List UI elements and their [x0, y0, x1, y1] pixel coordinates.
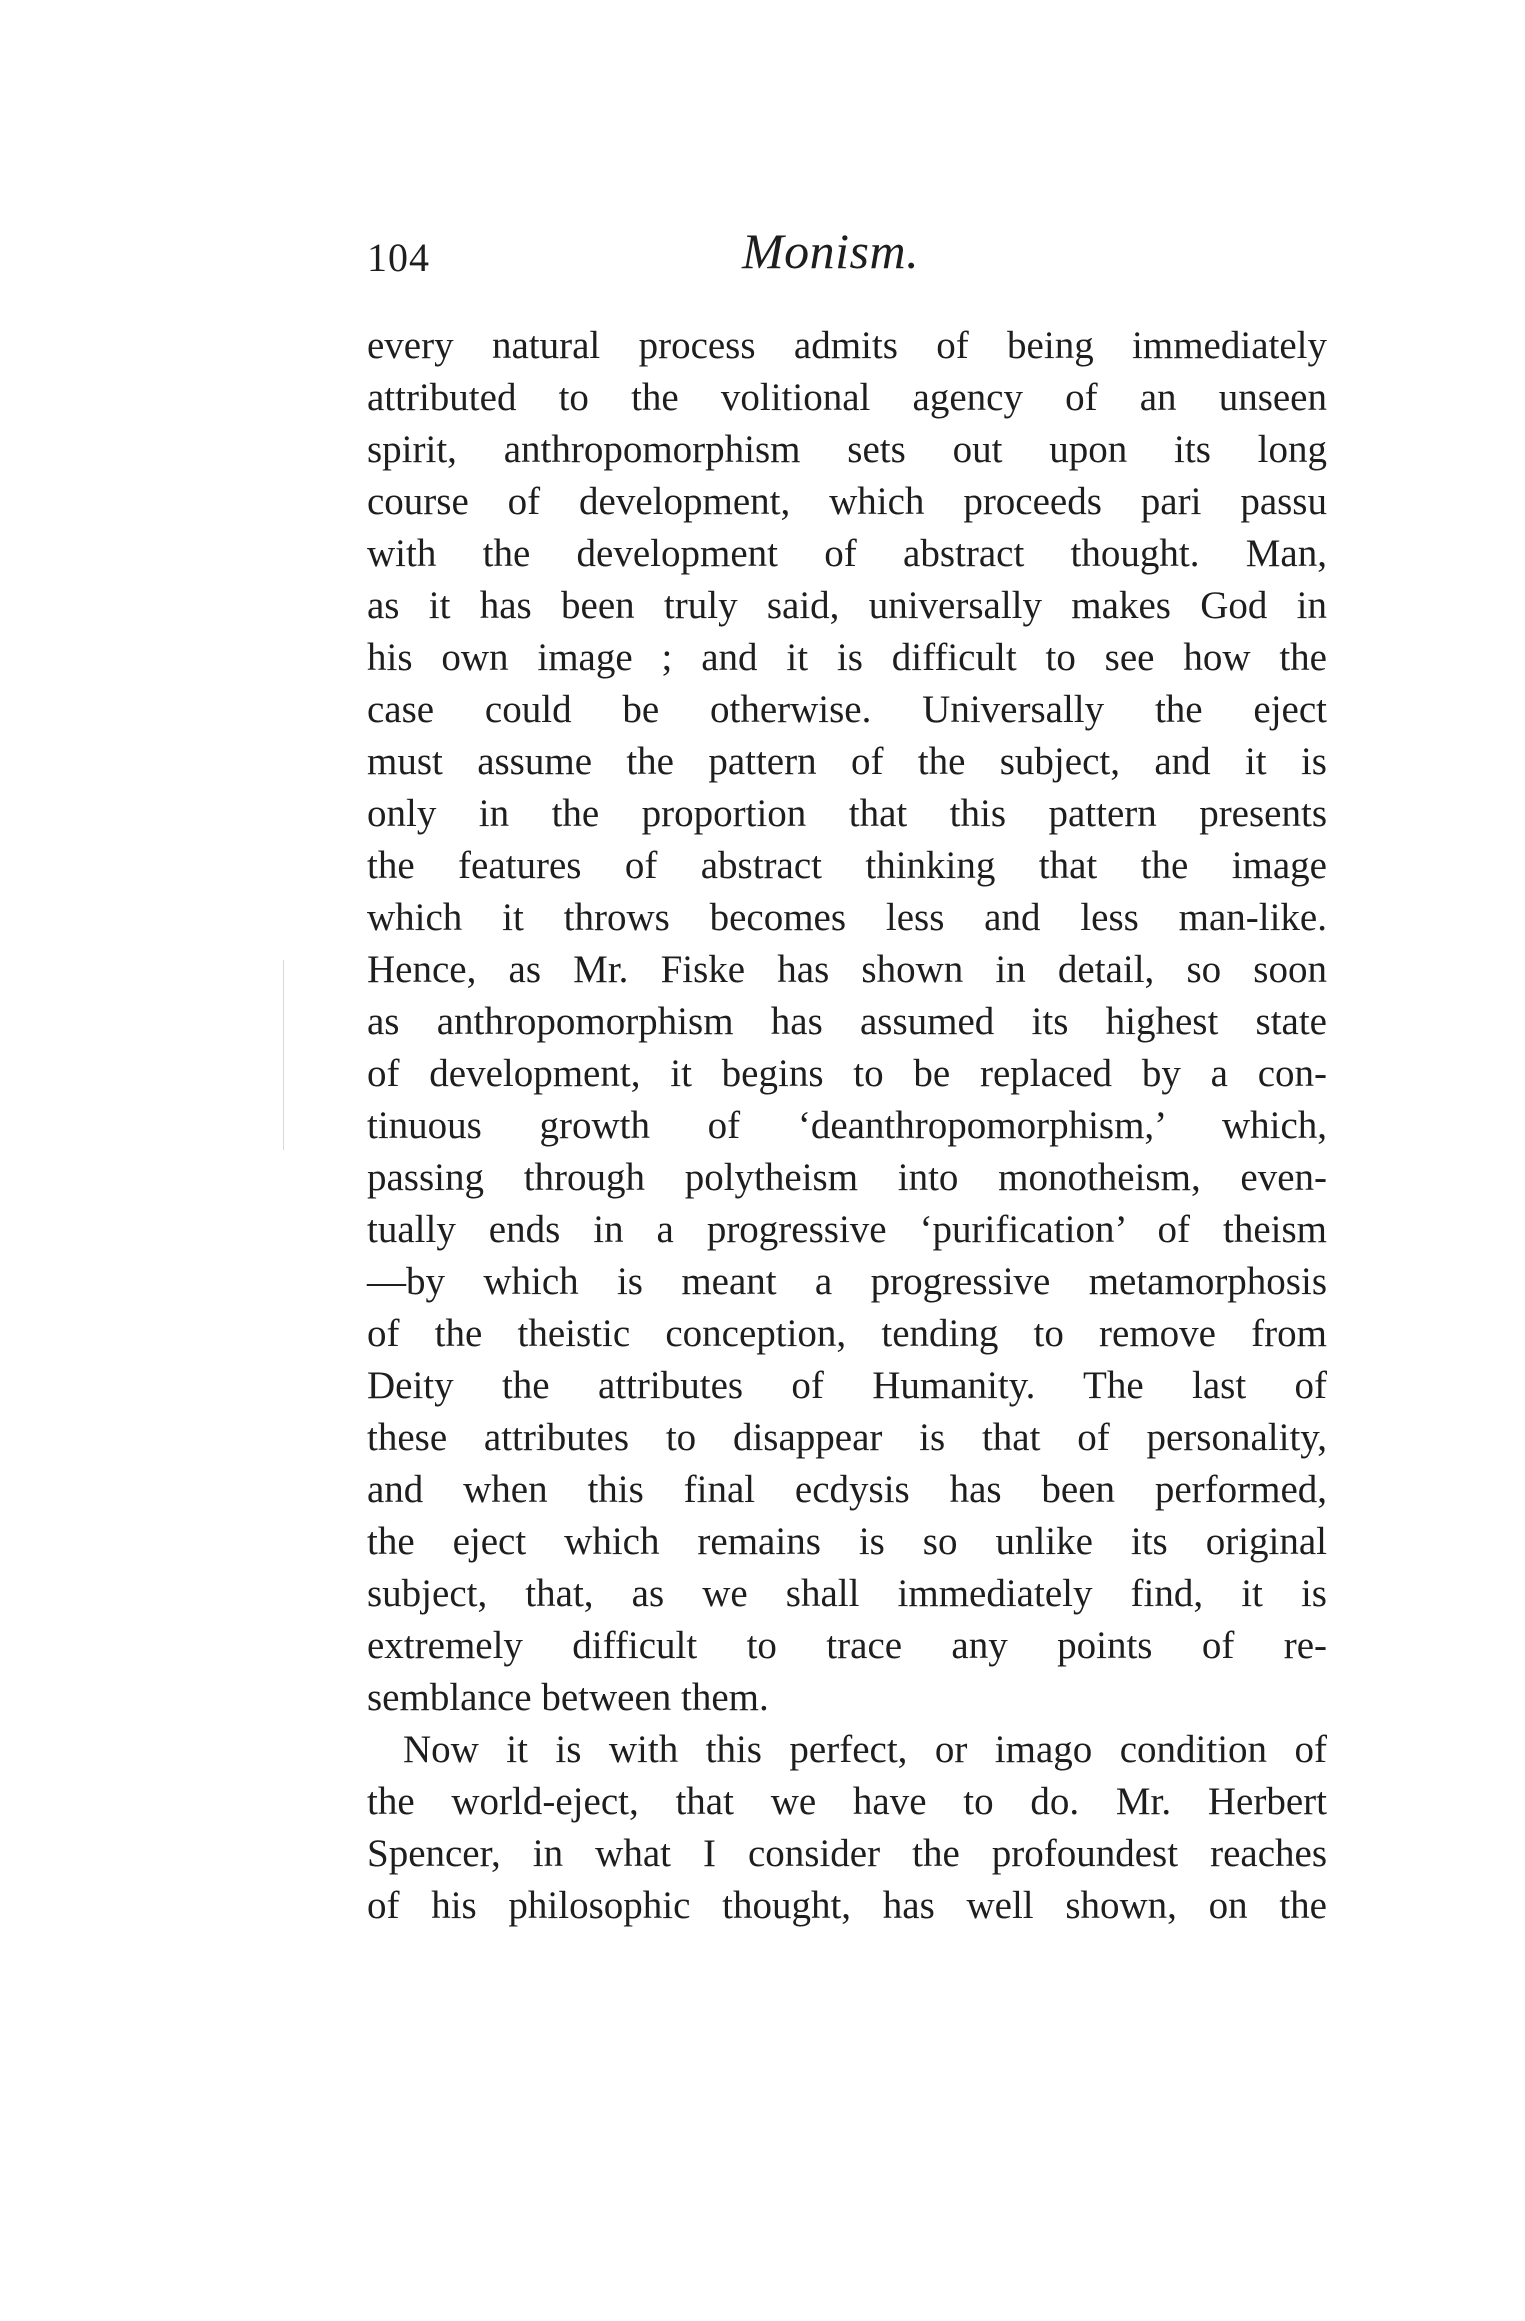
- text-line: the features of abstract thinking that the image: [367, 844, 1327, 887]
- paragraph-2: [367, 1724, 1327, 1932]
- text-line: passing through polytheism into monotheism, even-: [367, 1156, 1327, 1199]
- text-line: subject, that, as we shall immediately find, it is: [367, 1572, 1327, 1615]
- text-line: the eject which remains is so unlike its original: [367, 1520, 1327, 1563]
- text-line: attributed to the volitional agency of an unseen: [367, 376, 1327, 419]
- paragraph-1: [367, 320, 1327, 1724]
- body-text: [367, 320, 1327, 1932]
- text-line: Deity the attributes of Humanity. The last of: [367, 1364, 1327, 1407]
- text-line: tinuous growth of ‘deanthropomorphism,’ which,: [367, 1104, 1327, 1147]
- text-line: of the theistic conception, tending to remove from: [367, 1312, 1327, 1355]
- text-line: these attributes to disappear is that of personality,: [367, 1416, 1327, 1459]
- text-line: which it throws becomes less and less man-like.: [367, 896, 1327, 939]
- text-line: Hence, as Mr. Fiske has shown in detail, so soon: [367, 948, 1327, 991]
- text-line: only in the proportion that this pattern presents: [367, 792, 1327, 835]
- text-line: the world-eject, that we have to do. Mr. Herbert: [367, 1780, 1327, 1823]
- text-line: —by which is meant a progressive metamorphosis: [367, 1260, 1327, 1303]
- running-head: [367, 222, 1327, 292]
- text-line: and when this final ecdysis has been performed,: [367, 1468, 1327, 1511]
- text-line: semblance between them.: [367, 1676, 769, 1719]
- scan-margin-mark: [283, 960, 284, 1150]
- running-title: Monism.: [742, 223, 920, 279]
- text-line: of his philosophic thought, has well shown, on the: [367, 1884, 1327, 1927]
- text-line: of development, it begins to be replaced by a con-: [367, 1052, 1327, 1095]
- text-line: as anthropomorphism has assumed its highest state: [367, 1000, 1327, 1043]
- text-line: every natural process admits of being immediately: [367, 324, 1327, 367]
- page-number: 104: [367, 235, 430, 280]
- text-line: must assume the pattern of the subject, and it is: [367, 740, 1327, 783]
- text-line: with the development of abstract thought. Man,: [367, 532, 1327, 575]
- text-line: spirit, anthropomorphism sets out upon its long: [367, 428, 1327, 471]
- text-line: Now it is with this perfect, or imago condition of: [403, 1728, 1327, 1771]
- text-line: as it has been truly said, universally makes God in: [367, 584, 1327, 627]
- text-line: case could be otherwise. Universally the eject: [367, 688, 1327, 731]
- text-line: Spencer, in what I consider the profoundest reaches: [367, 1832, 1327, 1875]
- text-line: tually ends in a progressive ‘purification’ of theism: [367, 1208, 1327, 1251]
- text-line: extremely difficult to trace any points of re-: [367, 1624, 1327, 1667]
- text-line: course of development, which proceeds pari passu: [367, 480, 1327, 523]
- text-line: his own image ; and it is difficult to see how the: [367, 636, 1327, 679]
